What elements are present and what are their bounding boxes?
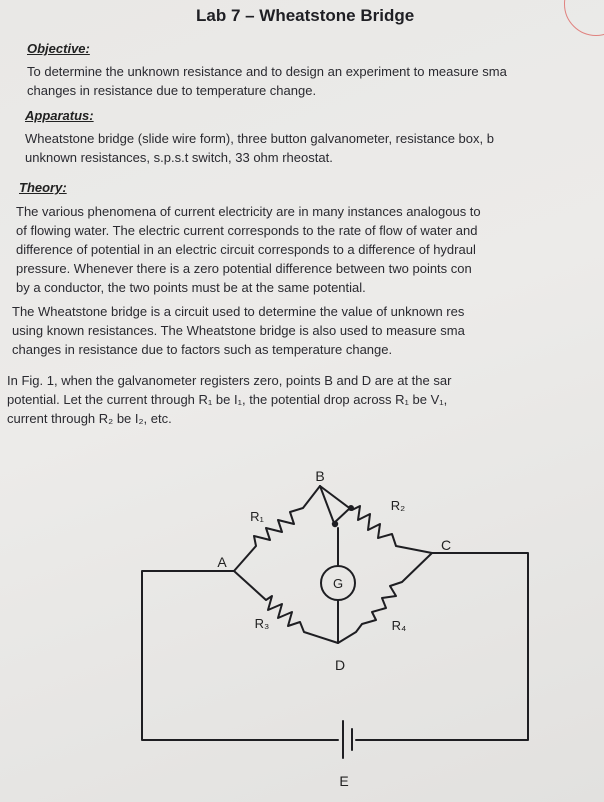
- theory-line: pressure. Whenever there is a zero potential difference between two points con: [16, 261, 472, 276]
- node-label-d: D: [334, 657, 346, 673]
- node-label-a: A: [217, 554, 227, 570]
- page-title: Lab 7 – Wheatstone Bridge: [196, 6, 415, 25]
- resistor-label-r1: R₁: [250, 509, 264, 524]
- galvanometer-switch-arm: [334, 508, 350, 523]
- theory-line: The various phenomena of current electricity are in many instances analogous to: [16, 204, 481, 219]
- switch-contact: [332, 521, 338, 527]
- node-label-b: B: [315, 468, 325, 484]
- apparatus-line: Wheatstone bridge (slide wire form), three button galvanometer, resistance box, b: [25, 131, 494, 146]
- objective-line: To determine the unknown resistance and to design an experiment to measure sma: [27, 64, 507, 79]
- resistor-label-r3: R₃: [254, 616, 270, 631]
- theory-line: The Wheatstone bridge is a circuit used to determine the value of unknown res: [12, 304, 465, 319]
- resistor-label-r4: R₄: [391, 618, 407, 633]
- resistor-r3: [234, 571, 338, 643]
- theory-line: In Fig. 1, when the galvanometer registers zero, points B and D are at the sar: [7, 373, 452, 388]
- outer-wire: [142, 571, 338, 740]
- node-label-c: C: [440, 537, 452, 553]
- objective-line: changes in resistance due to temperature change.: [27, 83, 317, 98]
- theory-line: of flowing water. The electric current corresponds to the rate of flow of water and: [16, 223, 478, 238]
- theory-line: potential. Let the current through R₁ be I₁, the potential drop across R₁ be V₁,: [7, 392, 448, 407]
- resistor-r4: [338, 553, 432, 643]
- theory-heading: Theory:: [19, 180, 67, 195]
- node-label-e: E: [339, 773, 349, 789]
- theory-line: using known resistances. The Wheatstone bridge is also used to measure sma: [12, 323, 465, 338]
- theory-line: changes in resistance due to factors such as temperature change.: [12, 342, 393, 357]
- resistor-label-r2: R₂: [390, 498, 406, 513]
- switch-pivot: [348, 505, 354, 511]
- theory-line: difference of potential in an electric circuit corresponds to a difference of hydraul: [16, 242, 476, 257]
- objective-heading: Objective:: [27, 41, 90, 56]
- outer-wire-right: [356, 553, 528, 740]
- resistor-r1: [234, 486, 320, 571]
- theory-line: current through R₂ be I₂, etc.: [7, 411, 172, 426]
- galvanometer-label: G: [332, 576, 344, 591]
- apparatus-heading: Apparatus:: [25, 108, 94, 123]
- apparatus-line: unknown resistances, s.p.s.t switch, 33 ohm rheostat.: [25, 150, 333, 165]
- theory-line: by a conductor, the two points must be at the same potential.: [16, 280, 366, 295]
